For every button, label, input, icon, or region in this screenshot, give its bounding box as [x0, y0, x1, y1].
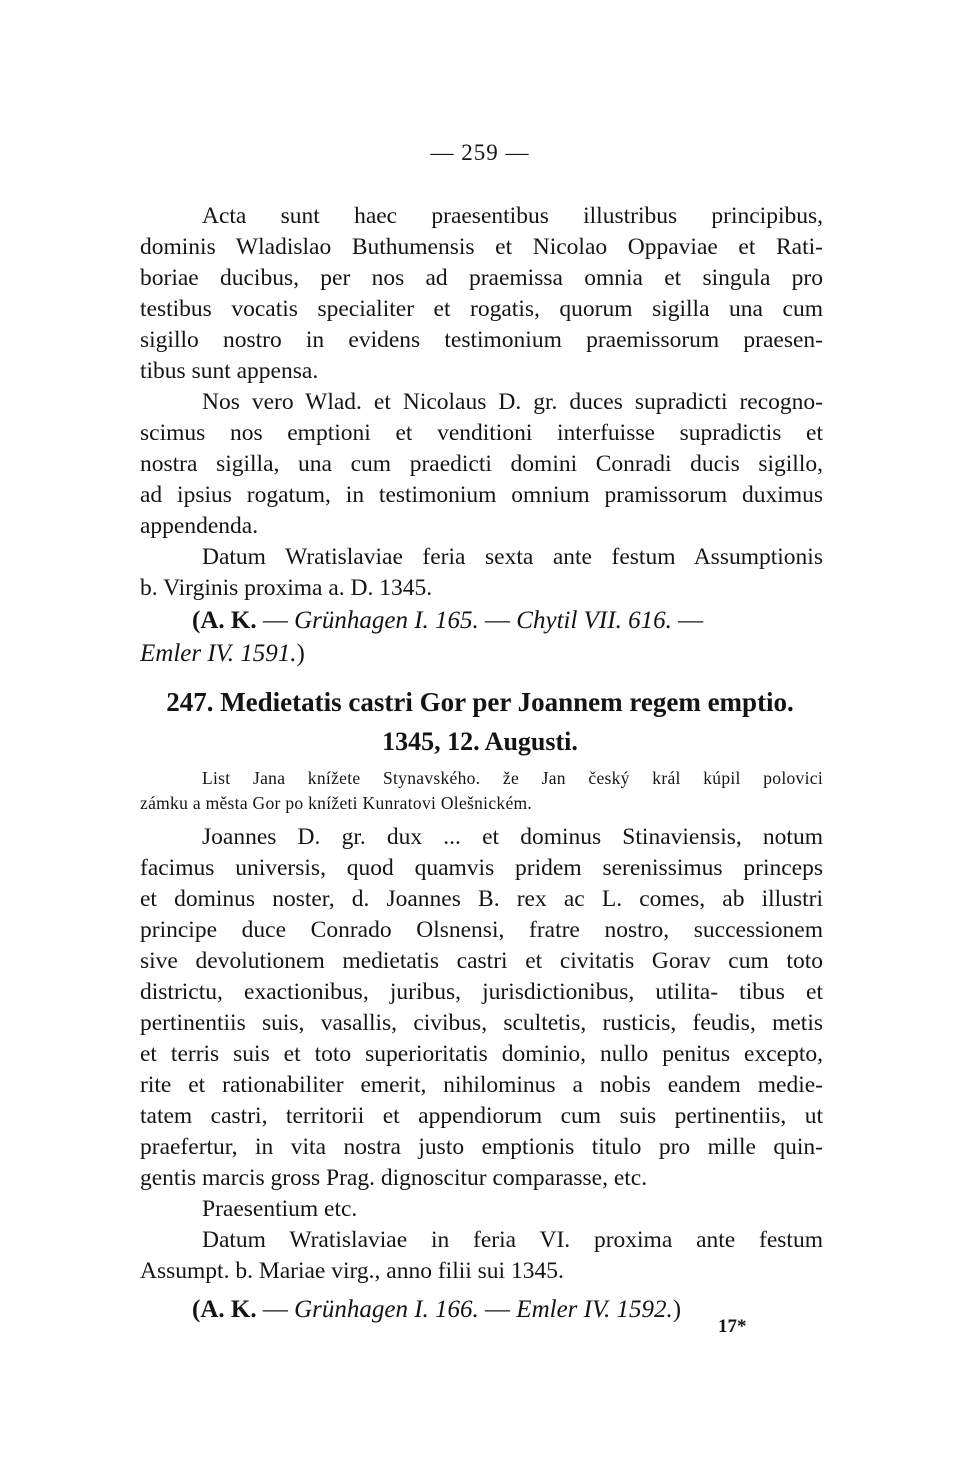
summary-line: List Jana knížete Stynavského. že Jan český král kúpil polovici: [202, 768, 823, 788]
text-line: testibus vocatis specialiter et rogatis, quorum sigilla una cum: [140, 296, 823, 322]
text-line: Datum Wratislaviae feria sexta ante festum Assumptionis: [202, 544, 823, 570]
page-number: — 259 —: [430, 140, 530, 165]
text-line: Datum Wratislaviae in feria VI. proxima ante festum: [202, 1227, 823, 1253]
text-line: Nos vero Wlad. et Nicolaus D. gr. duces supradicti recogno-: [202, 389, 823, 415]
text-line: ad ipsius rogatum, in testimonium omnium pramissorum duximus: [140, 482, 823, 508]
text-line: Joannes D. gr. dux ... et dominus Stinaviensis, notum: [202, 824, 823, 850]
citation-ref: Grünhagen I. 166.: [294, 1296, 479, 1323]
text-line: Acta sunt haec praesentibus illustribus principibus,: [202, 203, 823, 229]
text-line: districtu, exactionibus, juribus, jurisdictionibus, utilita- tibus et: [140, 979, 823, 1005]
text-line: praefertur, in vita nostra justo emptionis titulo pro mille quin-: [140, 1134, 823, 1160]
signature-mark: 17*: [718, 1316, 747, 1337]
text-line: nostra sigilla, una cum praedicti domini Conradi ducis sigillo,: [140, 451, 823, 477]
citation-line: [140, 637, 823, 670]
text-line: tatem castri, territorii et appendiorum cum suis pertinentiis, ut: [140, 1103, 823, 1129]
text-line: et dominus noster, d. Joannes B. rex ac L. comes, ab illustri: [140, 886, 823, 912]
citation-dash: —: [262, 1296, 288, 1323]
citation-dash: —: [262, 607, 288, 634]
text-line: dominis Wladislao Buthumensis et Nicolao Oppaviae et Rati-: [140, 234, 823, 260]
citation-ref: Emler IV. 1591.: [140, 640, 297, 667]
text-line: facimus universis, quod quamvis pridem serenissimus princeps: [140, 855, 823, 881]
text-line: pertinentiis suis, vasallis, civibus, scultetis, rusticis, feudis, metis: [140, 1010, 823, 1036]
text-line: rite et rationabiliter emerit, nihilominus a nobis eandem medie-: [140, 1072, 823, 1098]
citation-source: (A. K.: [192, 1296, 257, 1323]
text-line: boriae ducibus, per nos ad praemissa omnia et singula pro: [140, 265, 823, 291]
doc246-body: [140, 201, 823, 670]
citation-ref: Emler IV. 1592.: [516, 1296, 673, 1323]
text-line: b. Virginis proxima a. D. 1345.: [140, 575, 433, 601]
document-date: 1345, 12. Augusti.: [382, 727, 578, 756]
text-line: tibus sunt appensa.: [140, 358, 319, 384]
text-line: et terris suis et toto superioritatis dominio, nullo penitus excepto,: [140, 1041, 823, 1067]
citation-close: ): [672, 1296, 682, 1323]
text-line: Assumpt. b. Mariae virg., anno filii sui 1345.: [140, 1258, 564, 1284]
text-line: gentis marcis gross Prag. dignoscitur comparasse, etc.: [140, 1165, 648, 1191]
doc247-body: [140, 822, 823, 1326]
document-heading: 247. Medietatis castri Gor per Joannem regem emptio.: [166, 687, 794, 717]
doc247-summary: [140, 766, 823, 816]
text-line: Praesentium etc.: [202, 1196, 358, 1222]
text-line: sigillo nostro in evidens testimonium praemissorum praesen-: [140, 327, 823, 353]
citation-line: [140, 604, 823, 637]
text-line: scimus nos emptioni et venditioni interfuisse supradictis et: [140, 420, 823, 446]
citation-dash: —: [485, 607, 511, 634]
citation-ref: Grünhagen I. 165.: [294, 607, 479, 634]
text-line: appendenda.: [140, 513, 259, 539]
text-line: sive devolutionem medietatis castri et civitatis Gorav cum toto: [140, 948, 823, 974]
citation-ref: Chytil VII. 616.: [516, 607, 672, 634]
citation-dash: —: [485, 1296, 511, 1323]
citation-close: ): [296, 640, 305, 667]
citation-dash: —: [678, 607, 704, 634]
text-line: principe duce Conrado Olsnensi, fratre nostro, successionem: [140, 917, 823, 943]
citation-source: (A. K.: [192, 607, 257, 634]
summary-line: zámku a města Gor po knížeti Kunratovi Olešnickém.: [140, 793, 533, 813]
